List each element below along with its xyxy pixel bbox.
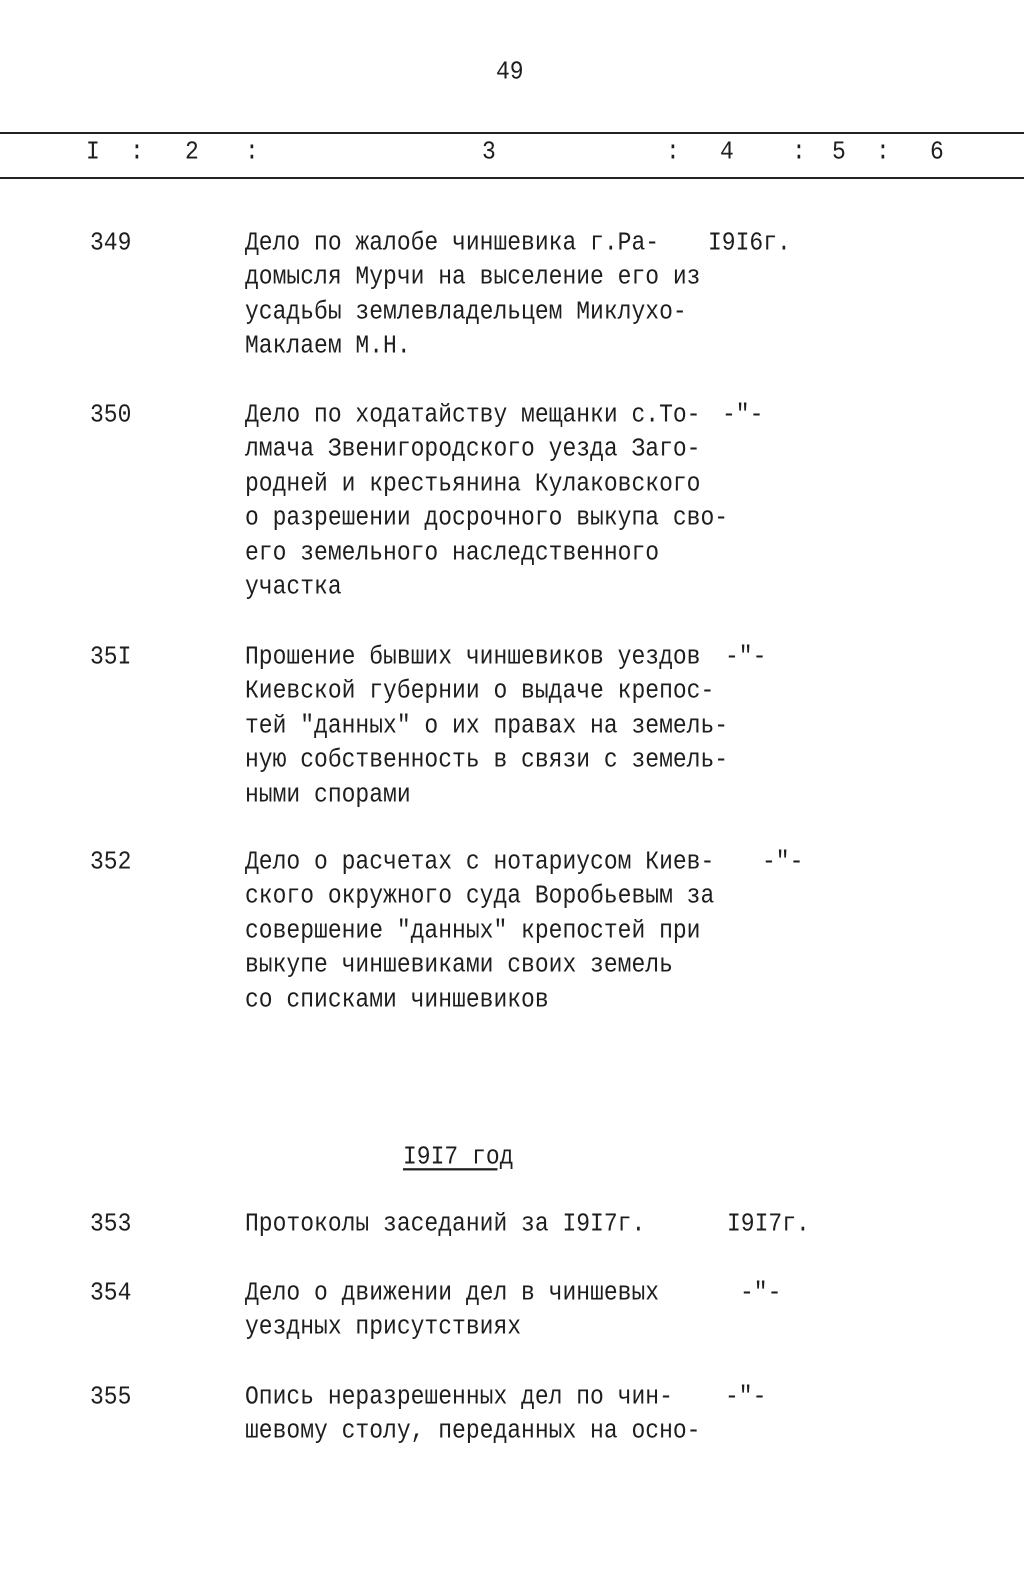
column-separator: : <box>130 137 144 167</box>
entry-title-line: Маклаем М.Н. <box>245 331 411 361</box>
column-separator: : <box>666 137 680 167</box>
section-heading-1917: I9I7 год <box>403 1142 514 1172</box>
entry-title-line: со списками чиншевиков <box>245 985 549 1015</box>
entry-title-line: лмача Звенигородского уезда Заго- <box>245 434 701 464</box>
column-number: I <box>86 137 100 167</box>
entry-title-line: Дело о движении дел в чиншевых <box>245 1278 660 1308</box>
entry-date: -"- <box>722 400 764 430</box>
entry-title-line: его земельного наследственного <box>245 538 660 568</box>
entry-title-line: совершение "данных" крепостей при <box>245 916 701 946</box>
entry-title-line: тей "данных" о их правах на земель- <box>245 711 729 741</box>
entry-title-line: родней и крестьянина Кулаковского <box>245 469 701 499</box>
entry-number: 349 <box>90 228 132 258</box>
entry-title-line: домысля Мурчи на выселение его из <box>245 262 701 292</box>
entry-title-line: участка <box>245 572 342 602</box>
entry-title-line: Опись неразрешенных дел по чин- <box>245 1382 673 1412</box>
page-number: 49 <box>496 57 524 87</box>
entry-title-line: шевому столу, переданных на осно- <box>245 1416 701 1446</box>
entry-number: 35I <box>90 642 132 672</box>
entry-title-line: Дело о расчетах с нотариусом Киев- <box>245 847 715 877</box>
entry-title-line: Протоколы заседаний за I9I7г. <box>245 1209 646 1239</box>
entry-title-line: ского окружного суда Воробьевым за <box>245 881 715 911</box>
entry-title-line: о разрешении досрочного выкупа сво- <box>245 503 729 533</box>
entry-date: -"- <box>725 642 767 672</box>
column-separator: : <box>876 137 890 167</box>
header-top-rule <box>0 132 1024 134</box>
column-number: 2 <box>185 137 199 167</box>
entry-date: -"- <box>762 847 804 877</box>
column-separator: : <box>245 137 259 167</box>
entry-title-line: Прошение бывших чиншевиков уездов <box>245 642 701 672</box>
entry-title-line: усадьбы землевладельцем Миклухо- <box>245 297 687 327</box>
entry-number: 353 <box>90 1209 132 1239</box>
entry-title-line: Киевской губернии о выдаче крепос- <box>245 676 715 706</box>
entry-number: 350 <box>90 400 132 430</box>
entry-title-line: ную собственность в связи с земель- <box>245 745 729 775</box>
entry-number: 355 <box>90 1382 132 1412</box>
entry-number: 352 <box>90 847 132 877</box>
entry-date: -"- <box>740 1278 782 1308</box>
entry-date: I9I6г. <box>708 228 791 258</box>
column-separator: : <box>792 137 806 167</box>
column-number: 6 <box>930 137 944 167</box>
entry-title-line: ными спорами <box>245 780 411 810</box>
entry-title-line: Дело по ходатайству мещанки с.То- <box>245 400 701 430</box>
column-number: 4 <box>720 137 734 167</box>
entry-title-line: выкупе чиншевиками своих земель <box>245 950 673 980</box>
entry-date: -"- <box>725 1382 767 1412</box>
column-number: 3 <box>482 137 496 167</box>
header-bottom-rule <box>0 177 1024 179</box>
entry-number: 354 <box>90 1278 132 1308</box>
entry-title-line: Дело по жалобе чиншевика г.Ра- <box>245 228 660 258</box>
entry-date: I9I7г. <box>727 1209 810 1239</box>
entry-title-line: уездных присутствиях <box>245 1312 522 1342</box>
column-number: 5 <box>832 137 846 167</box>
